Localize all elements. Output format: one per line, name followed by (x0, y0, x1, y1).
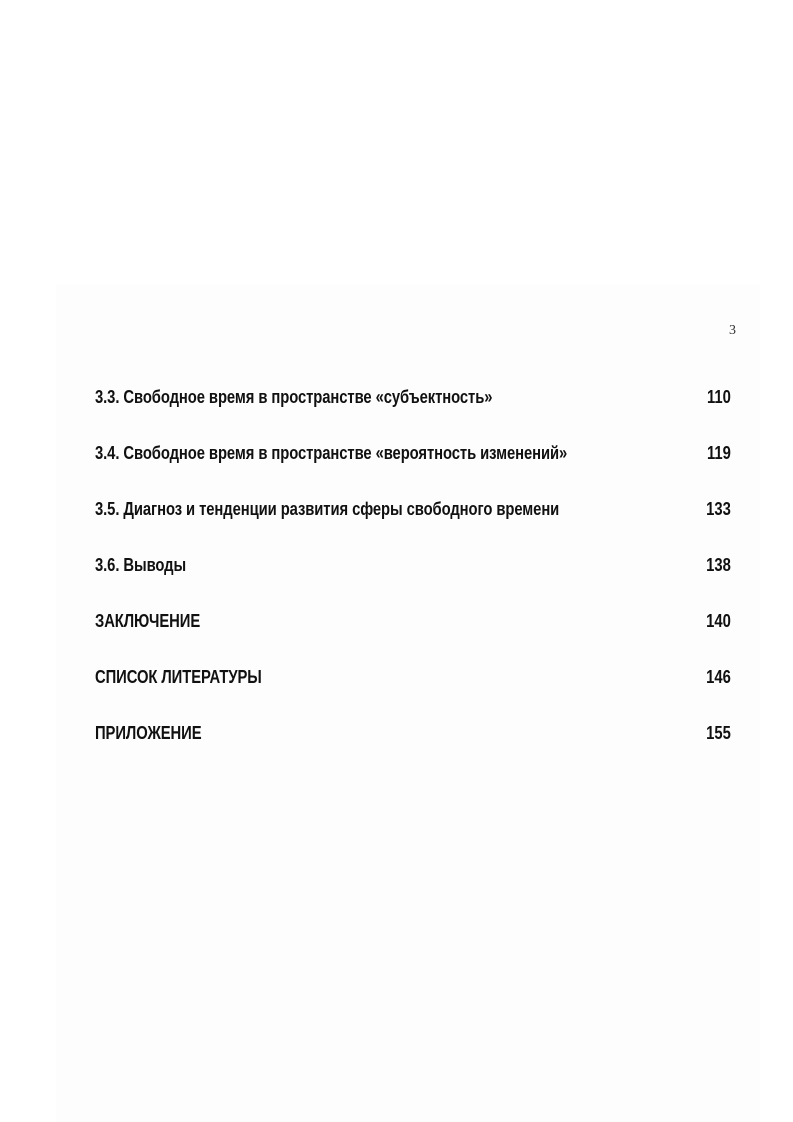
toc-entry-page: 119 (707, 442, 731, 463)
page-number: 3 (729, 323, 736, 338)
toc-entry-title: 3.6. Выводы (95, 554, 187, 575)
toc-entry-title: ПРИЛОЖЕНИЕ (95, 722, 202, 743)
toc-entry (95, 722, 731, 778)
toc-entry-page: 110 (707, 386, 731, 407)
toc-entry-title: 3.5. Диагноз и тенденции развития сферы свободного времени (95, 498, 560, 519)
toc-entry (95, 554, 731, 610)
toc-entry-title: ЗАКЛЮЧЕНИЕ (95, 610, 201, 631)
toc-entry-page: 155 (706, 722, 731, 743)
toc-entry-page: 133 (706, 498, 731, 519)
toc-entry (95, 498, 731, 554)
toc-entry-title: 3.4. Свободное время в пространстве «вероятность изменений» (95, 442, 568, 463)
toc-entry-title: 3.3. Свободное время в пространстве «субъектность» (95, 386, 493, 407)
table-of-contents (95, 386, 731, 778)
toc-entry (95, 610, 731, 666)
toc-entry (95, 442, 731, 498)
toc-entry-page: 138 (706, 554, 731, 575)
toc-entry (95, 666, 731, 722)
toc-entry-page: 140 (706, 610, 731, 631)
toc-entry-page: 146 (706, 666, 731, 687)
toc-entry-title: СПИСОК ЛИТЕРАТУРЫ (95, 666, 262, 687)
toc-entry (95, 386, 731, 442)
